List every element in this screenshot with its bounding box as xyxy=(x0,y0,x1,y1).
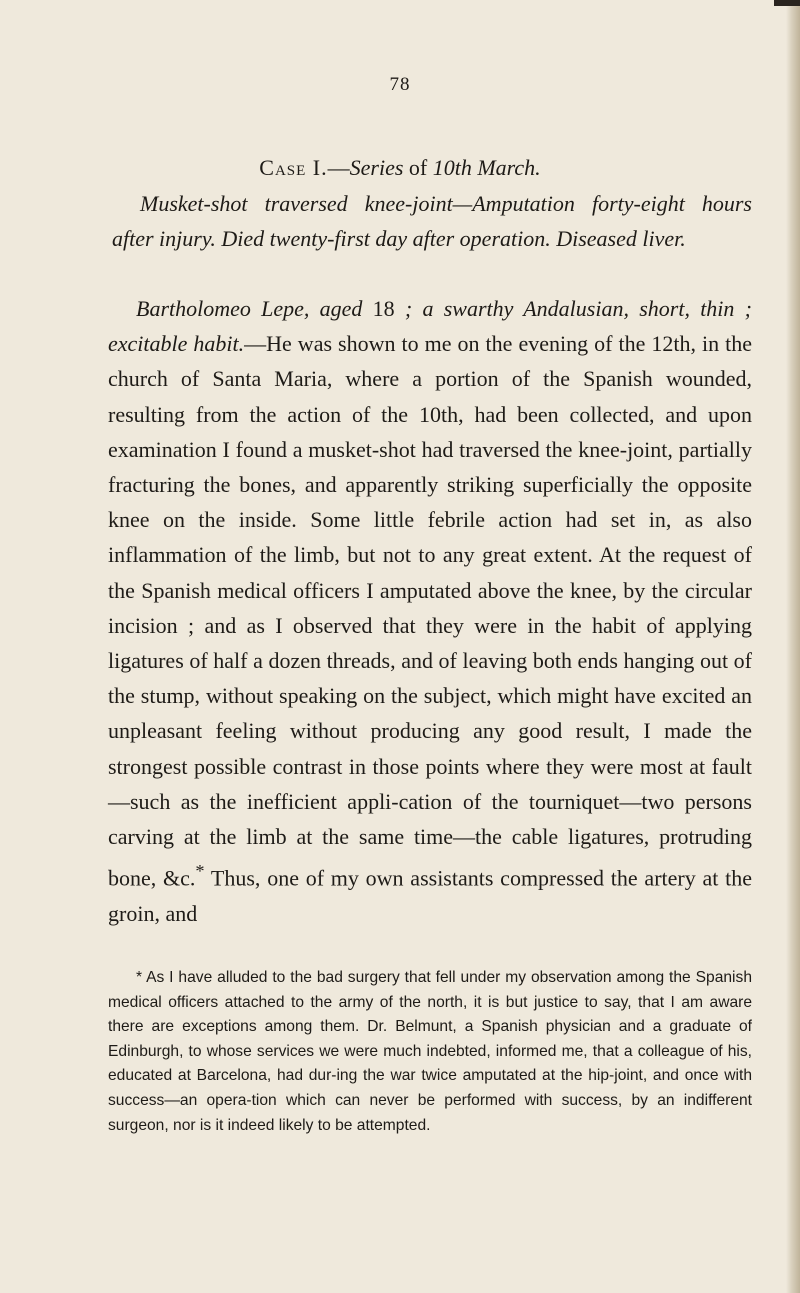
case-series-of: of xyxy=(403,155,433,180)
case-heading xyxy=(0,155,800,181)
footnote xyxy=(108,966,752,1138)
footnote-mark: * xyxy=(136,969,143,986)
body-text-continued: Thus, one of my own assistants compressed the artery at the groin, and xyxy=(108,865,752,926)
patient-intro: Bartholomeo Lepe, aged xyxy=(136,296,363,321)
case-dash: — xyxy=(327,155,350,180)
patient-age: 18 xyxy=(362,296,395,321)
footnote-text: As I have alluded to the bad surgery that fell under my observation among the Spanish medical officers attached to the army of the north, it is but justice to say, that I am aware there are exceptions among them. Dr. Belmunt, a Spanish physician and a graduate of Edinburgh, to whose services we were much indebted, informed me, that a colleague of his, educated at Barcelona, had dur-ing the war twice amputated at the hip-joint, and once with success—an opera-tion which can never be performed with success, by an indifferent surgeon, nor is it indeed likely to be attempted. xyxy=(108,969,752,1134)
body-text: —He was shown to me on the evening of the 12th, in the church of Santa Maria, where a portion of the Spanish wounded, resulting from the action of the 10th, had been collected, and upon examination I found a musket-shot had traversed the knee-joint, partially fracturing the bones, and apparently striking superficially the opposite knee on the inside. Some little febrile action had set in, as also inflammation of the limb, but not to any great extent. At the request of the Spanish medical officers I amputated above the knee, by the circular incision ; and as I observed that they were in the habit of applying ligatures of half a dozen threads, and of leaving both ends hanging out of the stump, without speaking on the subject, which might have excited an unpleasant feeling without producing any good result, I made the strongest possible contrast in those points where they were most at fault—such as the inefficient appli-cation of the tourniquet—two persons carving at the limb at the same time—the cable ligatures, protruding bone, &c. xyxy=(108,331,752,891)
page-edge-shadow xyxy=(786,0,800,1293)
patient-description: ; a swarthy Andalusian, short, thin ; excitable habit. xyxy=(108,296,752,357)
page-number: 78 xyxy=(389,74,411,95)
case-summary xyxy=(112,186,752,256)
page-corner-mark xyxy=(774,0,800,6)
case-summary-text: Musket-shot traversed knee-joint—Amputation forty-eight hours after injury. Died twenty-first day after operation. Diseased liver. xyxy=(112,191,752,251)
case-series-prefix: Series xyxy=(349,155,404,180)
case-series-date: 10th March. xyxy=(432,155,541,180)
case-label: Case I. xyxy=(259,155,328,180)
footnote-reference: * xyxy=(195,861,205,882)
case-body-paragraph xyxy=(108,291,752,931)
